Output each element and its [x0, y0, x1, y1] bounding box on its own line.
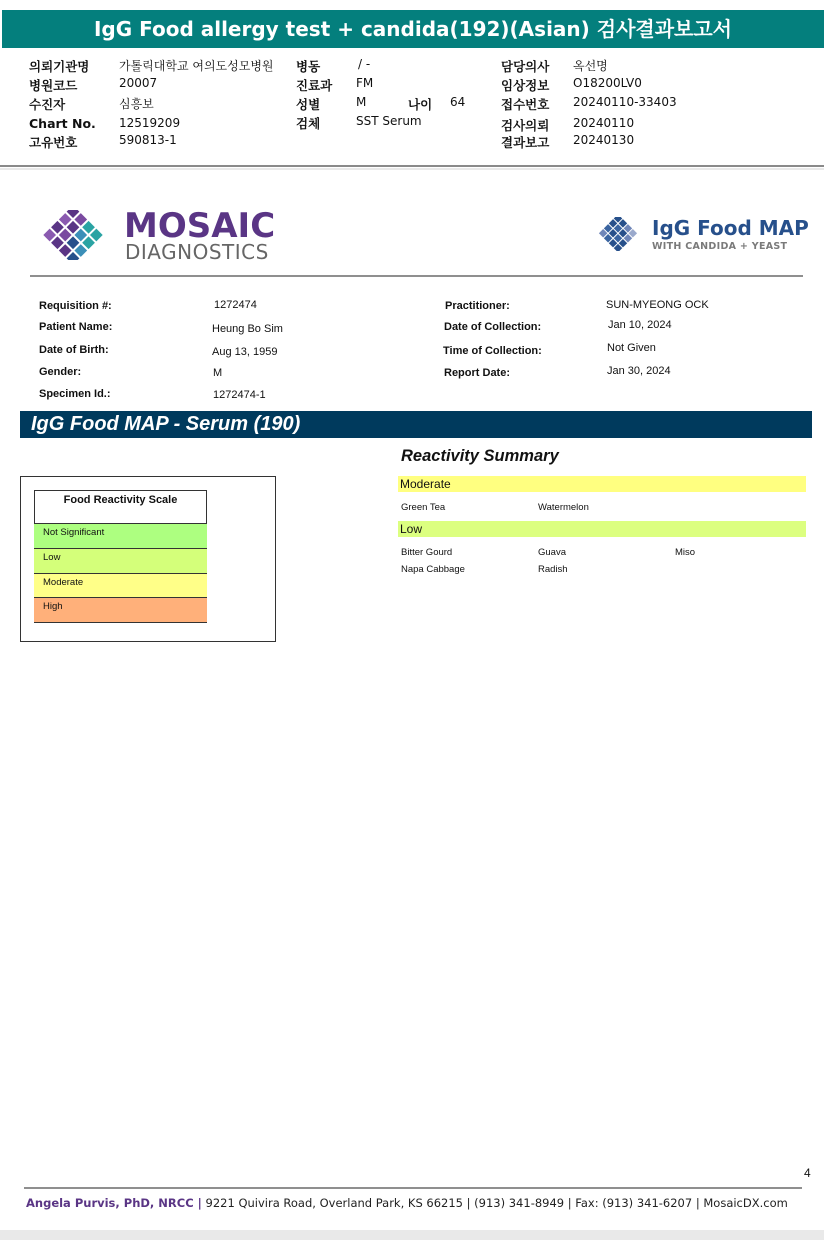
- field-label: 결과보고: [501, 135, 550, 150]
- report-header: [0, 0, 824, 168]
- field-value: O18200LV0: [573, 76, 642, 90]
- gender-label: Gender:: [39, 366, 82, 378]
- moderate-item: Green Tea: [401, 502, 446, 513]
- low-item: Guava: [538, 547, 566, 558]
- low-item: Radish: [538, 564, 568, 575]
- field-value: 가톨릭대학교 여의도성모병원: [119, 59, 274, 73]
- field-label: 검사의뢰: [501, 118, 550, 133]
- scale-title: Food Reactivity Scale: [63, 494, 178, 506]
- field-label: 담당의사: [501, 59, 550, 74]
- dob-label: Date of Birth:: [39, 344, 109, 356]
- field-label: 나이: [408, 97, 433, 112]
- field-label: 병동: [296, 59, 321, 74]
- moderate-item: Watermelon: [538, 502, 589, 513]
- field-label: 성별: [296, 97, 321, 112]
- footer-divider: [24, 1187, 802, 1189]
- collection-time-value: Not Given: [607, 342, 656, 354]
- specimen-value: 1272474-1: [213, 389, 266, 401]
- low-header: Low: [398, 521, 806, 537]
- field-value: 20240110: [573, 116, 635, 130]
- field-value: SST Serum: [356, 114, 422, 128]
- product-name: IgG Food MAP: [652, 216, 809, 240]
- field-label: Chart No.: [29, 116, 96, 131]
- collection-date-value: Jan 10, 2024: [608, 319, 672, 331]
- page-number: 4: [804, 1166, 811, 1180]
- field-value: / -: [358, 57, 371, 71]
- field-value: 20240110-33403: [573, 95, 677, 109]
- patient-name-label: Patient Name:: [39, 321, 113, 333]
- food-map-logo-icon: [588, 217, 648, 251]
- report-page: [0, 170, 824, 1230]
- summary-title: Reactivity Summary: [401, 447, 559, 465]
- footer-lab-director: Angela Purvis, PhD, NRCC |: [26, 1196, 202, 1210]
- field-value: FM: [356, 76, 374, 90]
- footer-address: 9221 Quivira Road, Overland Park, KS 66215 | (913) 341-8949 | Fax: (913) 341-6207 | MosaicDX.com: [205, 1196, 788, 1210]
- field-label: 병원코드: [29, 78, 78, 93]
- field-label: 검체: [296, 116, 321, 131]
- gender-value: M: [213, 367, 223, 379]
- field-value: 20240130: [573, 133, 635, 147]
- field-label: 고유번호: [29, 135, 78, 150]
- practitioner-value: SUN-MYEONG OCK: [606, 299, 709, 311]
- scale-level-not-significant: Not Significant: [34, 523, 207, 548]
- low-item: Napa Cabbage: [401, 564, 465, 575]
- report-date-value: Jan 30, 2024: [607, 365, 671, 377]
- field-value: M: [356, 95, 367, 109]
- field-value: 590813-1: [119, 133, 177, 147]
- scale-level-high: High: [34, 597, 207, 622]
- patient-name-value: Heung Bo Sim: [212, 323, 283, 335]
- collection-time-label: Time of Collection:: [443, 345, 542, 357]
- report-title: IgG Food allergy test + candida(192)(Asian) 검사결과보고서: [2, 10, 824, 48]
- field-label: 접수번호: [501, 97, 550, 112]
- product-subtitle: WITH CANDIDA + YEAST: [652, 241, 788, 252]
- header-divider: [0, 165, 824, 167]
- collection-date-label: Date of Collection:: [444, 321, 542, 333]
- dob-value: Aug 13, 1959: [212, 346, 278, 358]
- brand-subtitle: DIAGNOSTICS: [125, 240, 269, 264]
- brand-name: MOSAIC: [124, 206, 276, 246]
- field-label: 의뢰기관명: [29, 59, 90, 74]
- field-label: 임상정보: [501, 78, 550, 93]
- mosaic-logo-icon: [30, 210, 116, 260]
- footer-text: [26, 1196, 788, 1210]
- low-item: Miso: [675, 547, 696, 558]
- field-value: 심흥보: [119, 97, 154, 111]
- field-label: 진료과: [296, 78, 333, 93]
- field-label: 수진자: [29, 97, 66, 112]
- requisition-label: Requisition #:: [39, 300, 112, 312]
- field-value: 20007: [119, 76, 158, 90]
- low-item: Bitter Gourd: [401, 547, 453, 558]
- field-value: 64: [450, 95, 466, 109]
- moderate-header: Moderate: [398, 476, 806, 492]
- specimen-label: Specimen Id.:: [39, 388, 111, 400]
- report-date-label: Report Date:: [444, 367, 511, 379]
- requisition-value: 1272474: [214, 299, 257, 311]
- scale-level-moderate: Moderate: [34, 573, 207, 598]
- logo-divider: [30, 275, 803, 277]
- section-title: IgG Food MAP - Serum (190): [20, 411, 812, 438]
- field-value: 12519209: [119, 116, 181, 130]
- practitioner-label: Practitioner:: [445, 300, 510, 312]
- scale-level-low: Low: [34, 548, 207, 573]
- field-value: 옥선명: [573, 59, 608, 73]
